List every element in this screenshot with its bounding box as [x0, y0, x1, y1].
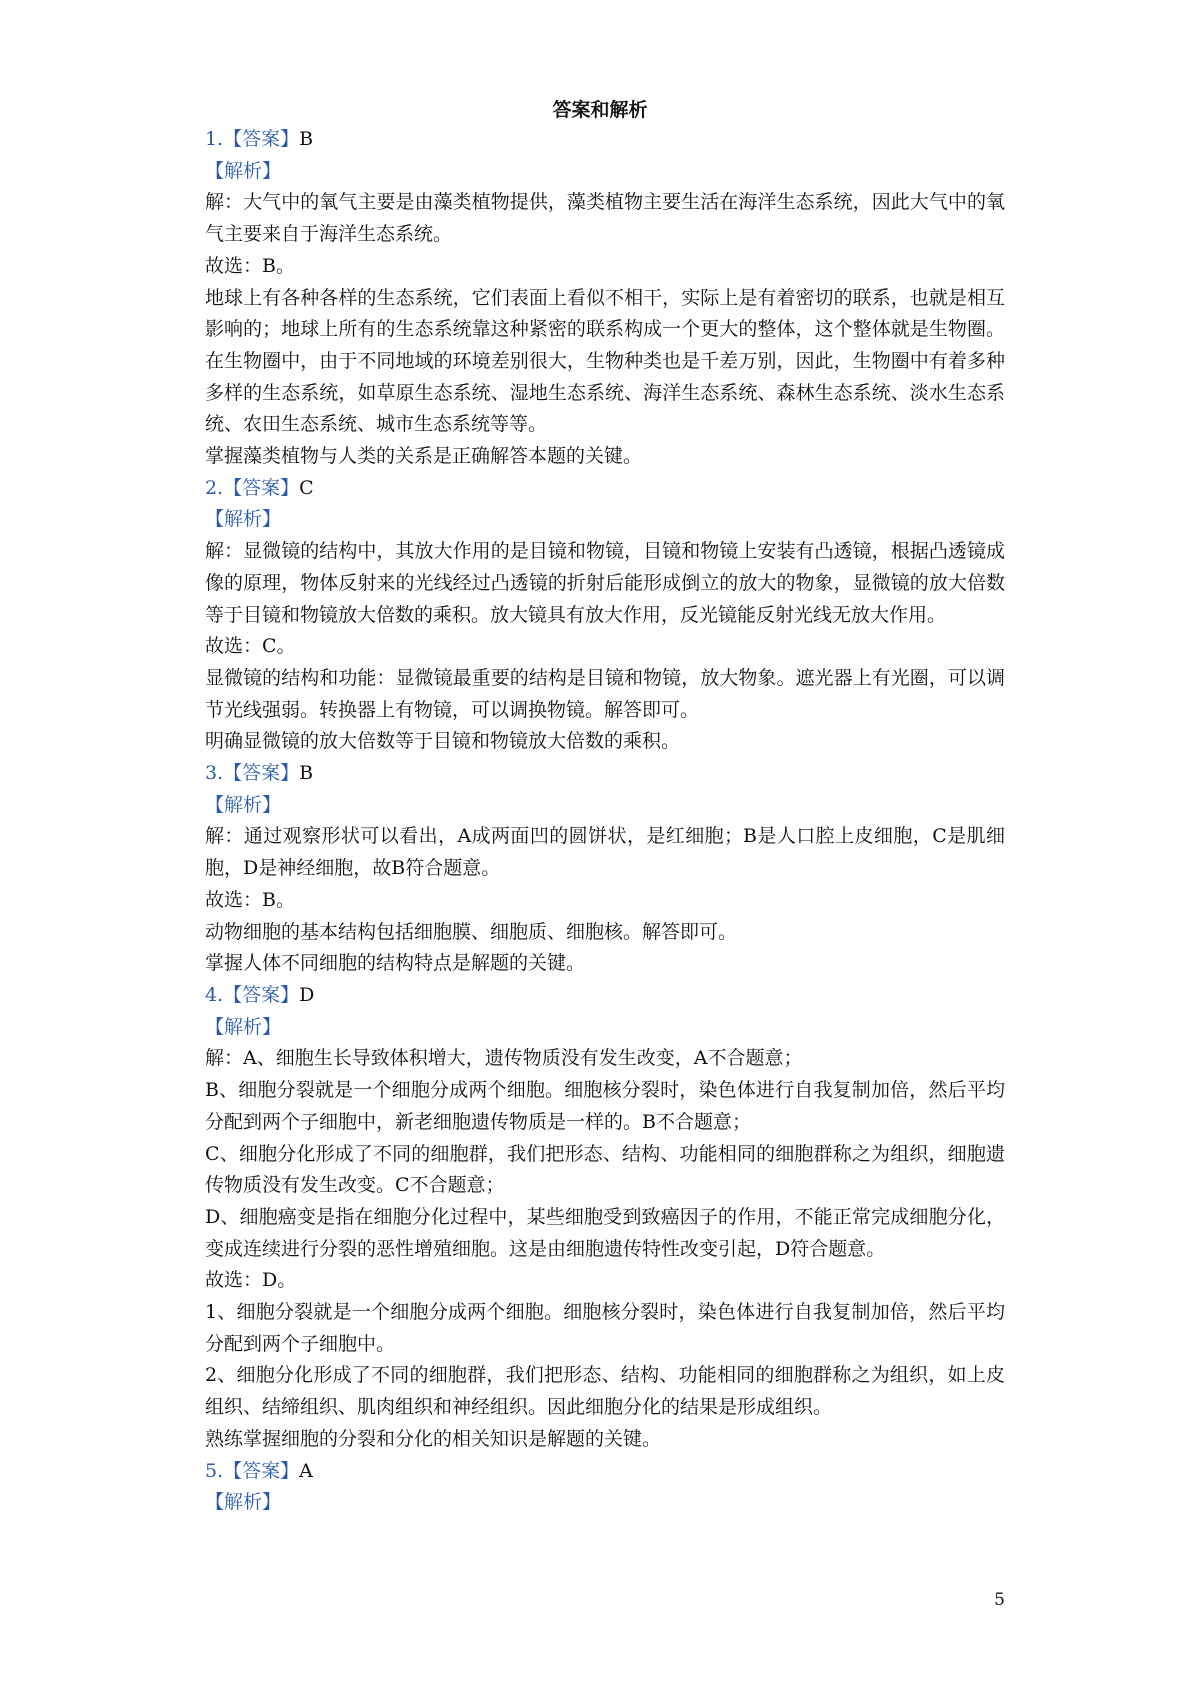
answer-prefix: 3.【答案】 [205, 762, 300, 785]
paragraph: 解：通过观察形状可以看出，A成两面凹的圆饼状，是红细胞；B是人口腔上皮细胞，C是肌细胞，D是神经细胞，故B符合题意。 [205, 825, 1005, 880]
paragraph: 解：A、细胞生长导致体积增大，遗传物质没有发生改变，A不合题意； [205, 1047, 803, 1070]
paragraph: 掌握人体不同细胞的结构特点是解题的关键。 [205, 952, 586, 975]
answer-value: C [299, 476, 314, 499]
answer-prefix: 1.【答案】 [205, 128, 300, 150]
answer-prefix: 2.【答案】 [205, 476, 300, 499]
paragraph: 故选：B。 [205, 888, 295, 911]
paragraph: 掌握藻类植物与人类的关系是正确解答本题的关键。 [205, 445, 643, 468]
page-number: 5 [994, 1590, 1005, 1610]
answer-line [205, 758, 1005, 790]
analysis-label: 【解析】 [205, 1491, 282, 1514]
analysis-label: 【解析】 [205, 793, 282, 816]
paragraph: 故选：C。 [205, 635, 296, 658]
answer-line [205, 473, 1005, 505]
paragraph: 解：大气中的氧气主要是由藻类植物提供，藻类植物主要生活在海洋生态系统，因此大气中的氧气主要来自于海洋生态系统。 [205, 191, 1005, 246]
paragraph: 故选：B。 [205, 254, 295, 277]
analysis-label: 【解析】 [205, 159, 282, 182]
analysis-label: 【解析】 [205, 508, 282, 531]
paragraph: 解：显微镜的结构中，其放大作用的是目镜和物镜，目镜和物镜上安装有凸透镜，根据凸透镜成像的原理，物体反射来的光线经过凸透镜的折射后能形成倒立的放大的物象，显微镜的放大倍数等于目镜和物镜放大倍数的乘积。放大镜具有放大作用，反光镜能反射光线无放大作用。 [205, 540, 1005, 626]
paragraph: 熟练掌握细胞的分裂和分化的相关知识是解题的关键。 [205, 1427, 662, 1450]
answer-line [205, 124, 1005, 156]
paragraph: 显微镜的结构和功能：显微镜最重要的结构是目镜和物镜，放大物象。遮光器上有光圈，可以调节光线强弱。转换器上有物镜，可以调换物镜。解答即可。 [205, 666, 1005, 721]
answer-content [205, 124, 1005, 1519]
answer-line [205, 1456, 1005, 1488]
page-title: 答案和解析 [552, 99, 648, 121]
answer-value: B [299, 762, 314, 785]
answer-prefix: 4.【答案】 [205, 983, 300, 1006]
answer-value: D [299, 983, 315, 1006]
paragraph: C、细胞分化形成了不同的细胞群，我们把形态、结构、功能相同的细胞群称之为组织，细胞遗传物质没有发生改变。C不合题意； [205, 1142, 1005, 1197]
paragraph: D、细胞癌变是指在细胞分化过程中，某些细胞受到致癌因子的作用，不能正常完成细胞分化，变成连续进行分裂的恶性增殖细胞。这是由细胞遗传特性改变引起，D符合题意。 [205, 1205, 1005, 1260]
answer-prefix: 5.【答案】 [205, 1459, 300, 1482]
paragraph: 明确显微镜的放大倍数等于目镜和物镜放大倍数的乘积。 [205, 730, 681, 753]
paragraph: 地球上有各种各样的生态系统，它们表面上看似不相干，实际上是有着密切的联系，也就是相互影响的；地球上所有的生态系统靠这种紧密的联系构成一个更大的整体，这个整体就是生物圈。在生物圈中，由于不同地域的环境差别很大，生物种类也是千差万别，因此，生物圈中有着多种多样的生态系统，如草原生态系统、湿地生态系统、海洋生态系统、森林生态系统、淡水生态系统、农田生态系统、城市生态系统等等。 [205, 286, 1005, 436]
paragraph: B、细胞分裂就是一个细胞分成两个细胞。细胞核分裂时，染色体进行自我复制加倍，然后平均分配到两个子细胞中，新老细胞遗传物质是一样的。B不合题意； [205, 1079, 1005, 1133]
answer-line [205, 980, 1005, 1012]
answer-value: B [299, 128, 314, 150]
paragraph: 动物细胞的基本结构包括细胞膜、细胞质、细胞核。解答即可。 [205, 920, 738, 943]
answer-value: A [299, 1459, 313, 1482]
analysis-label: 【解析】 [205, 1015, 282, 1038]
paragraph: 1、细胞分裂就是一个细胞分成两个细胞。细胞核分裂时，染色体进行自我复制加倍，然后平均分配到两个子细胞中。 [205, 1301, 1005, 1355]
paragraph: 故选：D。 [205, 1269, 297, 1292]
paragraph: 2、细胞分化形成了不同的细胞群，我们把形态、结构、功能相同的细胞群称之为组织，如上皮组织、结缔组织、肌肉组织和神经组织。因此细胞分化的结果是形成组织。 [205, 1364, 1005, 1419]
